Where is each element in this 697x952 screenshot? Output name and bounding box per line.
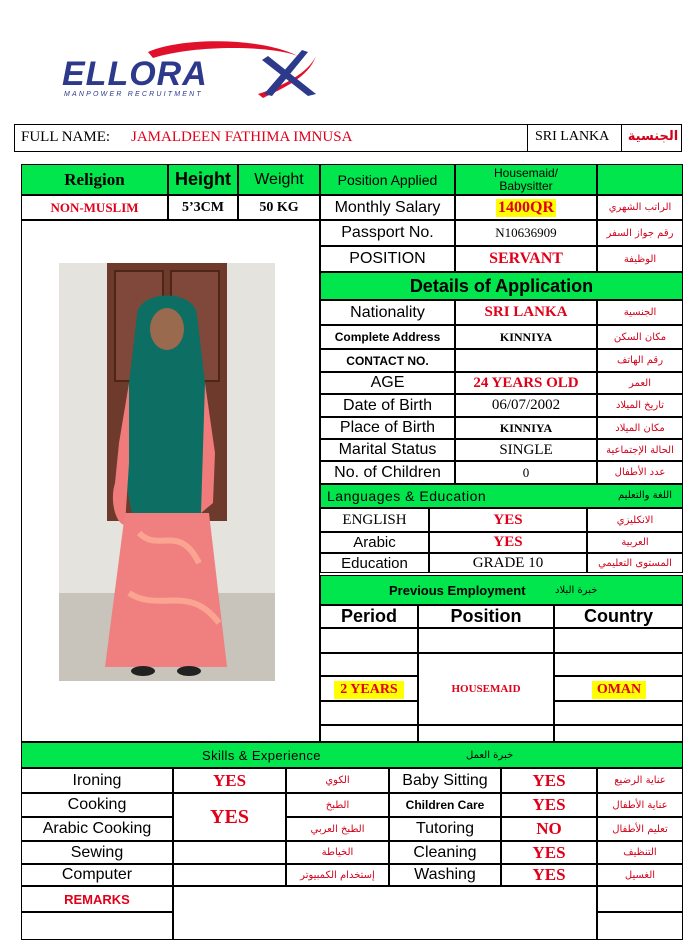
row-label-1: Passport No.: [320, 220, 455, 246]
skill-value-right-2: NO: [501, 817, 597, 841]
applicant-photo: [59, 263, 275, 681]
detail-ar-2: رقم الهاتف: [597, 349, 683, 372]
emp-period-cell-1: [320, 653, 418, 676]
position-applied-value: Housemaid/ Babysitter: [455, 164, 597, 195]
skill-ar-right-3: التنظيف: [597, 841, 683, 864]
period-header: Period: [320, 605, 418, 628]
period-value: 2 YEARS: [334, 681, 404, 699]
skill-ar-right-1: عناية الأطفال: [597, 793, 683, 817]
position-applied-header: Position Applied: [320, 164, 455, 195]
skill-label-left-3: Sewing: [21, 841, 173, 864]
emp-country-cell-2: [554, 676, 683, 701]
skills-title-ar: خبرة العمل: [466, 750, 514, 761]
detail-value-4: 06/07/2002: [455, 394, 597, 417]
skill-label-right-4: Washing: [389, 864, 501, 886]
skill-label-right-1: Children Care: [389, 793, 501, 817]
detail-ar-5: مكان الميلاد: [597, 417, 683, 439]
row-value-0: [455, 195, 597, 220]
detail-value-6: SINGLE: [455, 439, 597, 461]
weight-value: 50 KG: [238, 195, 320, 220]
detail-ar-1: مكان السكن: [597, 325, 683, 349]
languages-title-bar: [320, 484, 683, 508]
skill-ar-left-3: الخياطة: [286, 841, 389, 864]
skill-label-left-4: Computer: [21, 864, 173, 886]
skill-value-right-0: YES: [501, 768, 597, 793]
emp-period-cell-3: [320, 701, 418, 725]
cooking-merged-value: YES: [210, 805, 249, 828]
emp-period-cell-2: [320, 676, 418, 701]
detail-value-7: 0: [455, 461, 597, 484]
detail-ar-7: عدد الأطفال: [597, 461, 683, 484]
skill-label-left-1: Cooking: [21, 793, 173, 817]
detail-label-6: Marital Status: [320, 439, 455, 461]
position-header: Position: [418, 605, 554, 628]
row-ar-1: رقم جواز السفر: [597, 220, 683, 246]
skills-title: Skills & Experience: [202, 748, 321, 763]
employment-title: Previous Employment: [389, 583, 526, 598]
detail-label-7: No. of Children: [320, 461, 455, 484]
row-label-2: POSITION: [320, 246, 455, 272]
employment-title-bar: [320, 575, 683, 605]
detail-label-3: AGE: [320, 372, 455, 394]
skill-value-right-1: YES: [501, 793, 597, 817]
languages-title: Languages & Education: [327, 488, 487, 504]
skill-value-right-3: YES: [501, 841, 597, 864]
detail-value-1: KINNIYA: [455, 325, 597, 349]
emp-country-cell-3: [554, 701, 683, 725]
lang-ar-2: المستوى التعليمي: [587, 553, 683, 573]
svg-text:ELLORA: ELLORA: [62, 55, 208, 93]
row-value-2: SERVANT: [455, 246, 597, 272]
skill-value-left-4: [173, 864, 286, 886]
row-ar-2: الوظيفة: [597, 246, 683, 272]
detail-label-2: CONTACT NO.: [320, 349, 455, 372]
lang-ar-1: العربية: [587, 532, 683, 553]
religion-header: Religion: [21, 164, 168, 195]
skill-value-left-0: YES: [173, 768, 286, 793]
lang-value-1: YES: [429, 532, 587, 553]
skill-ar-right-4: الغسيل: [597, 864, 683, 886]
religion-value: NON-MUSLIM: [21, 195, 168, 220]
skill-ar-left-0: الكوي: [286, 768, 389, 793]
row-value-0-text: 1400QR: [498, 198, 554, 216]
emp-position-cell-merged: [418, 653, 554, 725]
country-header: Country: [554, 605, 683, 628]
lang-ar-0: الانكليزي: [587, 508, 683, 532]
lang-label-0: ENGLISH: [320, 508, 429, 532]
sewing-value-blank: [173, 841, 286, 864]
skill-ar-left-1: الطبخ: [286, 793, 389, 817]
skill-ar-left-2: الطبخ العربي: [286, 817, 389, 841]
country-value: SRI LANKA: [535, 129, 610, 144]
detail-label-1: Complete Address: [320, 325, 455, 349]
skill-label-right-3: Cleaning: [389, 841, 501, 864]
nationality-ar-label: الجنسية: [627, 129, 679, 144]
skill-label-right-0: Baby Sitting: [389, 768, 501, 793]
blank-header-cell: [597, 164, 683, 195]
emp-country-cell-4: [554, 725, 683, 742]
detail-label-4: Date of Birth: [320, 394, 455, 417]
remarks-blank: [21, 912, 173, 940]
employment-position-value: HOUSEMAID: [451, 683, 521, 695]
remarks-label: REMARKS: [21, 886, 173, 912]
skill-ar-right-0: عناية الرضيع: [597, 768, 683, 793]
svg-text:MANPOWER RECRUITMENT: MANPOWER RECRUITMENT: [64, 91, 203, 98]
detail-label-0: Nationality: [320, 300, 455, 325]
cooking-merged-frame: [173, 793, 286, 841]
height-value: 5’3CM: [168, 195, 238, 220]
languages-title-ar: اللغة والتعليم: [618, 490, 672, 501]
emp-position-cell-0: [418, 628, 554, 653]
employment-country-value: OMAN: [592, 681, 646, 699]
skill-ar-right-2: تعليم الأطفال: [597, 817, 683, 841]
skill-label-right-2: Tutoring: [389, 817, 501, 841]
detail-value-2: [455, 349, 597, 372]
detail-ar-4: تاريخ الميلاد: [597, 394, 683, 417]
full-name-value: JAMALDEEN FATHIMA IMNUSA: [131, 129, 353, 145]
detail-label-5: Place of Birth: [320, 417, 455, 439]
lang-label-1: Arabic: [320, 532, 429, 553]
detail-ar-0: الجنسية: [597, 300, 683, 325]
remarks-field: [173, 886, 597, 940]
detail-value-3: 24 YEARS OLD: [455, 372, 597, 394]
emp-country-cell-0: [554, 628, 683, 653]
skills-title-bar: [21, 742, 683, 768]
emp-period-cell-0: [320, 628, 418, 653]
skill-label-left-2: Arabic Cooking: [21, 817, 173, 841]
skill-ar-left-4: إستخدام الكمبيوتر: [286, 864, 389, 886]
skill-value-right-4: YES: [501, 864, 597, 886]
detail-value-0: SRI LANKA: [455, 300, 597, 325]
height-header: Height: [168, 164, 238, 195]
row-ar-0: الراتب الشهري: [597, 195, 683, 220]
emp-position-cell-1: [418, 725, 554, 742]
detail-value-5: KINNIYA: [455, 417, 597, 439]
row-value-1: N10636909: [455, 220, 597, 246]
emp-period-cell-4: [320, 725, 418, 742]
full-name-label: FULL NAME:: [21, 129, 111, 145]
lang-label-2: Education: [320, 553, 429, 573]
employment-title-ar: خبرة البلاد: [555, 585, 598, 596]
row-label-0: Monthly Salary: [320, 195, 455, 220]
emp-country-cell-1: [554, 653, 683, 676]
skill-label-left-0: Ironing: [21, 768, 173, 793]
detail-ar-3: العمر: [597, 372, 683, 394]
lang-value-2: GRADE 10: [429, 553, 587, 573]
weight-header: Weight: [238, 164, 320, 195]
detail-ar-6: الحالة الإجتماعية: [597, 439, 683, 461]
details-title: Details of Application: [320, 272, 683, 300]
lang-value-0: YES: [429, 508, 587, 532]
